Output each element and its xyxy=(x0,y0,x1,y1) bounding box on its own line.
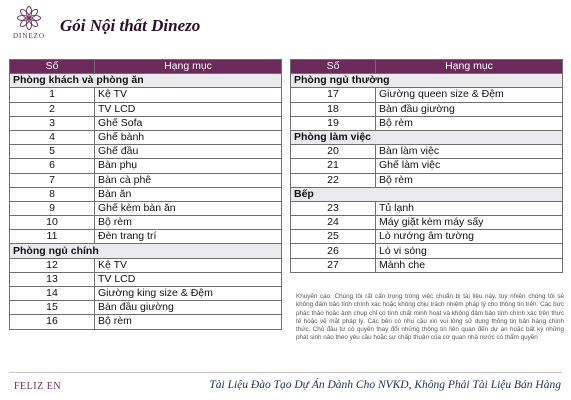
item-number: 9 xyxy=(10,201,95,215)
item-name: Bộ rèm xyxy=(95,315,282,329)
item-number: 8 xyxy=(10,187,95,201)
table-row xyxy=(291,244,563,258)
item-name: Bàn đầu giường xyxy=(95,301,282,315)
table-row xyxy=(10,287,282,301)
item-number: 1 xyxy=(10,88,95,102)
table-row xyxy=(10,272,282,286)
item-number: 25 xyxy=(291,230,376,244)
table-row xyxy=(10,116,282,130)
category-row xyxy=(291,130,563,144)
column-header-item: Hạng mục xyxy=(95,60,282,74)
item-number: 21 xyxy=(291,159,376,173)
table-row xyxy=(10,301,282,315)
item-name: Ghế làm việc xyxy=(376,159,563,173)
table-row xyxy=(10,130,282,144)
table-row xyxy=(10,315,282,329)
item-name: Bàn cà phê xyxy=(95,173,282,187)
dinezo-logo xyxy=(8,5,50,51)
item-number: 5 xyxy=(10,145,95,159)
table-row xyxy=(10,173,282,187)
item-number: 27 xyxy=(291,258,376,272)
table-row xyxy=(10,201,282,215)
footer-project-name: FELIZ EN xyxy=(14,381,62,392)
item-name: Đèn trang trí xyxy=(95,230,282,244)
logo-text: DINEZO xyxy=(12,32,46,40)
table-row xyxy=(10,230,282,244)
table-row xyxy=(10,159,282,173)
item-name: Bàn ăn xyxy=(95,187,282,201)
category-row xyxy=(10,74,282,88)
category-label: Phòng làm việc xyxy=(291,130,563,144)
table-row xyxy=(291,159,563,173)
item-name: Ghế bành xyxy=(95,130,282,144)
category-label: Bếp xyxy=(291,187,563,201)
category-row xyxy=(291,187,563,201)
item-name: Ghế kèm bàn ăn xyxy=(95,201,282,215)
item-name: Kệ TV xyxy=(95,88,282,102)
item-number: 12 xyxy=(10,258,95,272)
item-number: 11 xyxy=(10,230,95,244)
table-row xyxy=(10,88,282,102)
table-row xyxy=(291,201,563,215)
item-number: 19 xyxy=(291,116,376,130)
item-number: 7 xyxy=(10,173,95,187)
item-number: 23 xyxy=(291,201,376,215)
category-row xyxy=(291,74,563,88)
item-number: 2 xyxy=(10,102,95,116)
disclaimer-text: Khuyến cáo: Chúng tôi rất cẩn trọng trong việc chuẩn bị tài liệu này, tuy nhiên chúng tôi sẽ không đảm bảo tính chính xác hoặc không chịu trách nhiệm pháp lý cho thông tin trên. Các bức phác thảo hoặc ảnh chụp chỉ có tính chất minh hoạt và không đảm bảo tính chính xác trên thực tế hoặc về mặt pháp lý. Các bên có nhu cầu xin vui lòng sử dụng thông tin bản hàng chính thức. Chủ đầu tư có quyền thay đổi những thông tin liên quan đến dự án hoặc bất kỳ những phát sinh nào theo yêu cầu hoặc sự chấp thuận của cơ quan nhà nước có thẩm quyền xyxy=(296,293,564,342)
item-name: Máy giặt kèm máy sấy xyxy=(376,216,563,230)
item-name: TV LCD xyxy=(95,102,282,116)
item-name: Mành che xyxy=(376,258,563,272)
item-number: 26 xyxy=(291,244,376,258)
item-name: Bàn phụ xyxy=(95,159,282,173)
item-name: Ghế Sofa xyxy=(95,116,282,130)
item-number: 22 xyxy=(291,173,376,187)
item-name: Giường king size & Đệm xyxy=(95,287,282,301)
item-number: 10 xyxy=(10,216,95,230)
page-title: Gói Nội thất Dinezo xyxy=(60,16,201,35)
item-name: Bàn đầu giường xyxy=(376,102,563,116)
item-name: Kệ TV xyxy=(95,258,282,272)
table-row xyxy=(10,258,282,272)
item-name: Tủ lạnh xyxy=(376,201,563,215)
item-number: 17 xyxy=(291,88,376,102)
category-label: Phòng ngủ thường xyxy=(291,74,563,88)
table-header-row xyxy=(10,60,282,74)
column-header-num: Số xyxy=(10,60,95,74)
table-row xyxy=(10,187,282,201)
item-name: Giường queen size & Đệm xyxy=(376,88,563,102)
table-row xyxy=(291,102,563,116)
table-row xyxy=(10,145,282,159)
item-name: Bộ rèm xyxy=(376,116,563,130)
item-number: 13 xyxy=(10,272,95,286)
table-row xyxy=(291,230,563,244)
table-row xyxy=(291,116,563,130)
category-label: Phòng khách và phòng ăn xyxy=(10,74,282,88)
category-row xyxy=(10,244,282,258)
table-row xyxy=(291,145,563,159)
flower-icon xyxy=(16,5,42,31)
column-header-item: Hạng mục xyxy=(376,60,563,74)
item-name: Bộ rèm xyxy=(376,173,563,187)
footer-note: Tài Liệu Đào Tạo Dự Án Dành Cho NVKD, Không Phải Tài Liệu Bán Hàng xyxy=(209,379,561,391)
table-row xyxy=(291,88,563,102)
item-name: Lò vi sóng xyxy=(376,244,563,258)
item-name: Lò nướng âm tường xyxy=(376,230,563,244)
table-row xyxy=(291,173,563,187)
item-number: 18 xyxy=(291,102,376,116)
item-number: 4 xyxy=(10,130,95,144)
item-name: Ghế đầu xyxy=(95,145,282,159)
table-row xyxy=(291,216,563,230)
item-number: 15 xyxy=(10,301,95,315)
item-number: 14 xyxy=(10,287,95,301)
column-header-num: Số xyxy=(291,60,376,74)
footer-divider xyxy=(9,372,562,373)
item-name: TV LCD xyxy=(95,272,282,286)
table-row xyxy=(10,102,282,116)
item-number: 24 xyxy=(291,216,376,230)
table-row xyxy=(10,216,282,230)
furniture-table-right xyxy=(290,59,563,273)
item-number: 16 xyxy=(10,315,95,329)
item-name: Bàn làm việc xyxy=(376,145,563,159)
category-label: Phòng ngủ chính xyxy=(10,244,282,258)
table-row xyxy=(291,258,563,272)
item-number: 3 xyxy=(10,116,95,130)
furniture-table-left xyxy=(9,59,282,330)
item-name: Bộ rèm xyxy=(95,216,282,230)
item-number: 20 xyxy=(291,145,376,159)
table-header-row xyxy=(291,60,563,74)
item-number: 6 xyxy=(10,159,95,173)
